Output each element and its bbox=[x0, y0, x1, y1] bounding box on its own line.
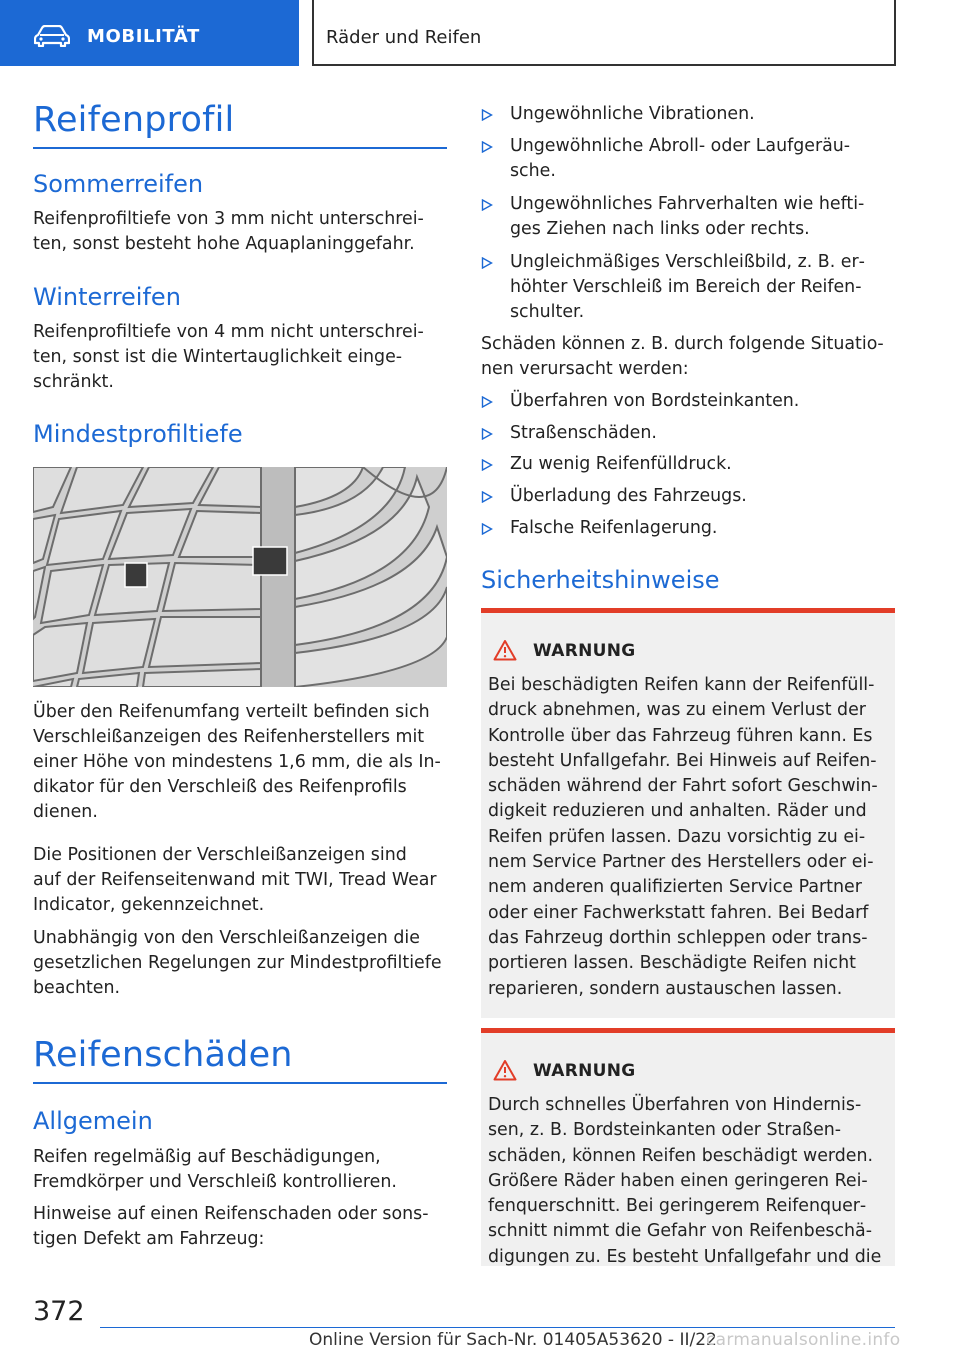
text-line: Über den Reifenumfang verteilt befinden sich bbox=[33, 702, 430, 722]
paragraph-sommerreifen bbox=[33, 207, 424, 257]
tread-wear-indicator-image bbox=[33, 467, 447, 687]
text-line: nem anderen qualifizierten Service Partner bbox=[488, 877, 862, 898]
paragraph-unabhaengig bbox=[33, 926, 442, 1001]
text-line: das Fahrzeug dorthin schleppen oder trans‐ bbox=[488, 927, 868, 948]
triangle-right-icon bbox=[481, 199, 493, 211]
text-line: Unabhängig von den Verschleißanzeigen die bbox=[33, 928, 420, 948]
text-line: Überfahren von Bordsteinkanten. bbox=[510, 391, 800, 411]
text-line: schäden, können Reifen beschädigt werden. bbox=[488, 1145, 874, 1166]
text-line: Hinweise auf einen Reifenschaden oder sons‐ bbox=[33, 1204, 429, 1224]
warning-box bbox=[481, 608, 895, 1018]
text-line: auf der Reifenseitenwand mit TWI, Tread Wear bbox=[33, 870, 437, 890]
text-line: Reifenprofiltiefe von 3 mm nicht unterschrei‐ bbox=[33, 209, 424, 229]
triangle-right-icon bbox=[481, 428, 493, 440]
text-line: Zu wenig Reifenfülldruck. bbox=[510, 454, 732, 474]
text-line: fenquerschnitt. Bei geringerem Reifenquer‐ bbox=[488, 1196, 867, 1217]
text-line: Ungewöhnliches Fahrverhalten wie hefti‐ bbox=[510, 194, 865, 214]
text-line: besteht Unfallgefahr. Bei Hinweis auf Reifen‐ bbox=[488, 750, 877, 771]
text-line: dikator für den Verschleiß des Reifenprofils bbox=[33, 777, 407, 797]
text-line: nen verursacht werden: bbox=[481, 359, 689, 379]
online-version-note: Online Version für Sach-Nr. 01405A53620 - II/22 bbox=[309, 1330, 717, 1350]
warning-box bbox=[481, 1028, 895, 1266]
car-icon bbox=[34, 25, 70, 47]
heading-reifenschaeden: Reifenschäden bbox=[33, 1035, 293, 1075]
heading-sicherheitshinweise: Sicherheitshinweise bbox=[481, 566, 720, 594]
text-line: Reifenprofiltiefe von 4 mm nicht unterschrei‐ bbox=[33, 322, 424, 342]
triangle-right-icon bbox=[481, 396, 493, 408]
text-line: Kontrolle über das Fahrzeug führen kann. Es bbox=[488, 725, 873, 746]
text-line: Größere Räder haben einen geringeren Rei‐ bbox=[488, 1170, 868, 1191]
tire-tread-illustration bbox=[33, 467, 447, 687]
text-line: portieren lassen. Beschädigte Reifen nicht bbox=[488, 953, 856, 974]
text-line: Bei beschädigten Reifen kann der Reifenfüll‐ bbox=[488, 675, 875, 695]
paragraph-reifenumfang bbox=[33, 700, 441, 825]
text-line: gesetzlichen Regelungen zur Mindestprofiltiefe bbox=[33, 953, 442, 973]
text-line: ten, sonst ist die Wintertauglichkeit einge‐ bbox=[33, 347, 403, 367]
triangle-right-icon bbox=[481, 141, 493, 153]
text-line: digungen zu. Es besteht Unfallgefahr und die bbox=[488, 1246, 882, 1267]
text-line: Durch schnelles Überfahren von Hindernis‐ bbox=[488, 1095, 862, 1115]
text-line: Reifen regelmäßig auf Beschädigungen, bbox=[33, 1147, 381, 1167]
heading-reifenprofil: Reifenprofil bbox=[33, 100, 235, 140]
text-line: sen, z. B. Bordsteinkanten oder Straßen‐ bbox=[488, 1120, 842, 1141]
paragraph-positionen bbox=[33, 843, 437, 918]
text-line: tigen Defekt am Fahrzeug: bbox=[33, 1229, 265, 1249]
triangle-right-icon bbox=[481, 491, 493, 503]
warning-text bbox=[488, 1093, 881, 1270]
watermark: carmanualsonline.info bbox=[706, 1330, 901, 1350]
text-line: Ungewöhnliche Vibrationen. bbox=[510, 104, 755, 124]
text-line: einer Höhe von mindestens 1,6 mm, die als In‐ bbox=[33, 752, 441, 772]
text-line: schulter. bbox=[510, 302, 585, 322]
paragraph-winterreifen bbox=[33, 320, 424, 395]
warning-title: WARNUNG bbox=[533, 641, 636, 661]
section-label: Räder und Reifen bbox=[326, 27, 482, 48]
warning-triangle-icon bbox=[493, 639, 517, 661]
text-line: Fremdkörper und Verschleiß kontrollieren. bbox=[33, 1172, 397, 1192]
chapter-tab bbox=[0, 0, 299, 66]
text-line: schäden während der Fahrt sofort Geschwin‐ bbox=[488, 776, 878, 797]
text-line: höhter Verschleiß im Bereich der Reifen‐ bbox=[510, 277, 862, 297]
text-line: schränkt. bbox=[33, 372, 114, 392]
text-line: digkeit reduzieren und anhalten. Räder und bbox=[488, 801, 867, 822]
heading-allgemein: Allgemein bbox=[33, 1107, 153, 1135]
text-line: reparieren, sondern austauschen lassen. bbox=[488, 978, 843, 999]
text-line: Falsche Reifenlagerung. bbox=[510, 518, 718, 538]
triangle-right-icon bbox=[481, 459, 493, 471]
warning-title: WARNUNG bbox=[533, 1061, 636, 1081]
text-line: dienen. bbox=[33, 802, 98, 822]
paragraph-situationen bbox=[481, 332, 884, 382]
text-line: oder einer Fachwerkstatt fahren. Bei Bedarf bbox=[488, 902, 869, 923]
text-line: sche. bbox=[510, 161, 556, 181]
text-line: Schäden können z. B. durch folgende Situatio‐ bbox=[481, 334, 884, 354]
text-line: Verschleißanzeigen des Reifenherstellers mit bbox=[33, 727, 425, 747]
warning-text bbox=[488, 673, 878, 1002]
page-number: 372 bbox=[33, 1296, 85, 1327]
text-line: Überladung des Fahrzeugs. bbox=[510, 486, 747, 506]
paragraph-hinweise bbox=[33, 1202, 428, 1252]
text-line: Reifen prüfen lassen. Dazu vorsichtig zu ei‐ bbox=[488, 826, 866, 847]
chapter-label: MOBILITÄT bbox=[87, 26, 200, 47]
paragraph-allgemein bbox=[33, 1145, 397, 1195]
text-line: schnitt nimmt die Gefahr von Reifenbeschä‐ bbox=[488, 1221, 872, 1242]
text-line: Die Positionen der Verschleißanzeigen sind bbox=[33, 845, 407, 865]
triangle-right-icon bbox=[481, 523, 493, 535]
text-line: beachten. bbox=[33, 978, 121, 998]
text-line: nem Service Partner des Herstellers oder ei‐ bbox=[488, 852, 874, 873]
heading-mindestprofiltiefe: Mindestprofiltiefe bbox=[33, 420, 243, 448]
heading-rule bbox=[33, 1082, 447, 1084]
section-tab bbox=[312, 0, 896, 66]
heading-rule bbox=[33, 147, 447, 149]
triangle-right-icon bbox=[481, 257, 493, 269]
footer-rule bbox=[100, 1327, 895, 1328]
heading-winterreifen: Winterreifen bbox=[33, 283, 181, 311]
text-line: Indicator, gekennzeichnet. bbox=[33, 895, 265, 915]
warning-triangle-icon bbox=[493, 1059, 517, 1081]
text-line: ten, sonst besteht hohe Aquaplaninggefahr. bbox=[33, 234, 415, 254]
heading-sommerreifen: Sommerreifen bbox=[33, 170, 204, 198]
text-line: Ungewöhnliche Abroll- oder Laufgeräu‐ bbox=[510, 136, 851, 156]
text-line: Ungleichmäßiges Verschleißbild, z. B. er‐ bbox=[510, 252, 865, 272]
text-line: Straßenschäden. bbox=[510, 423, 657, 443]
text-line: druck abnehmen, was zu einem Verlust der bbox=[488, 700, 866, 721]
triangle-right-icon bbox=[481, 109, 493, 121]
text-line: ges Ziehen nach links oder rechts. bbox=[510, 219, 810, 239]
